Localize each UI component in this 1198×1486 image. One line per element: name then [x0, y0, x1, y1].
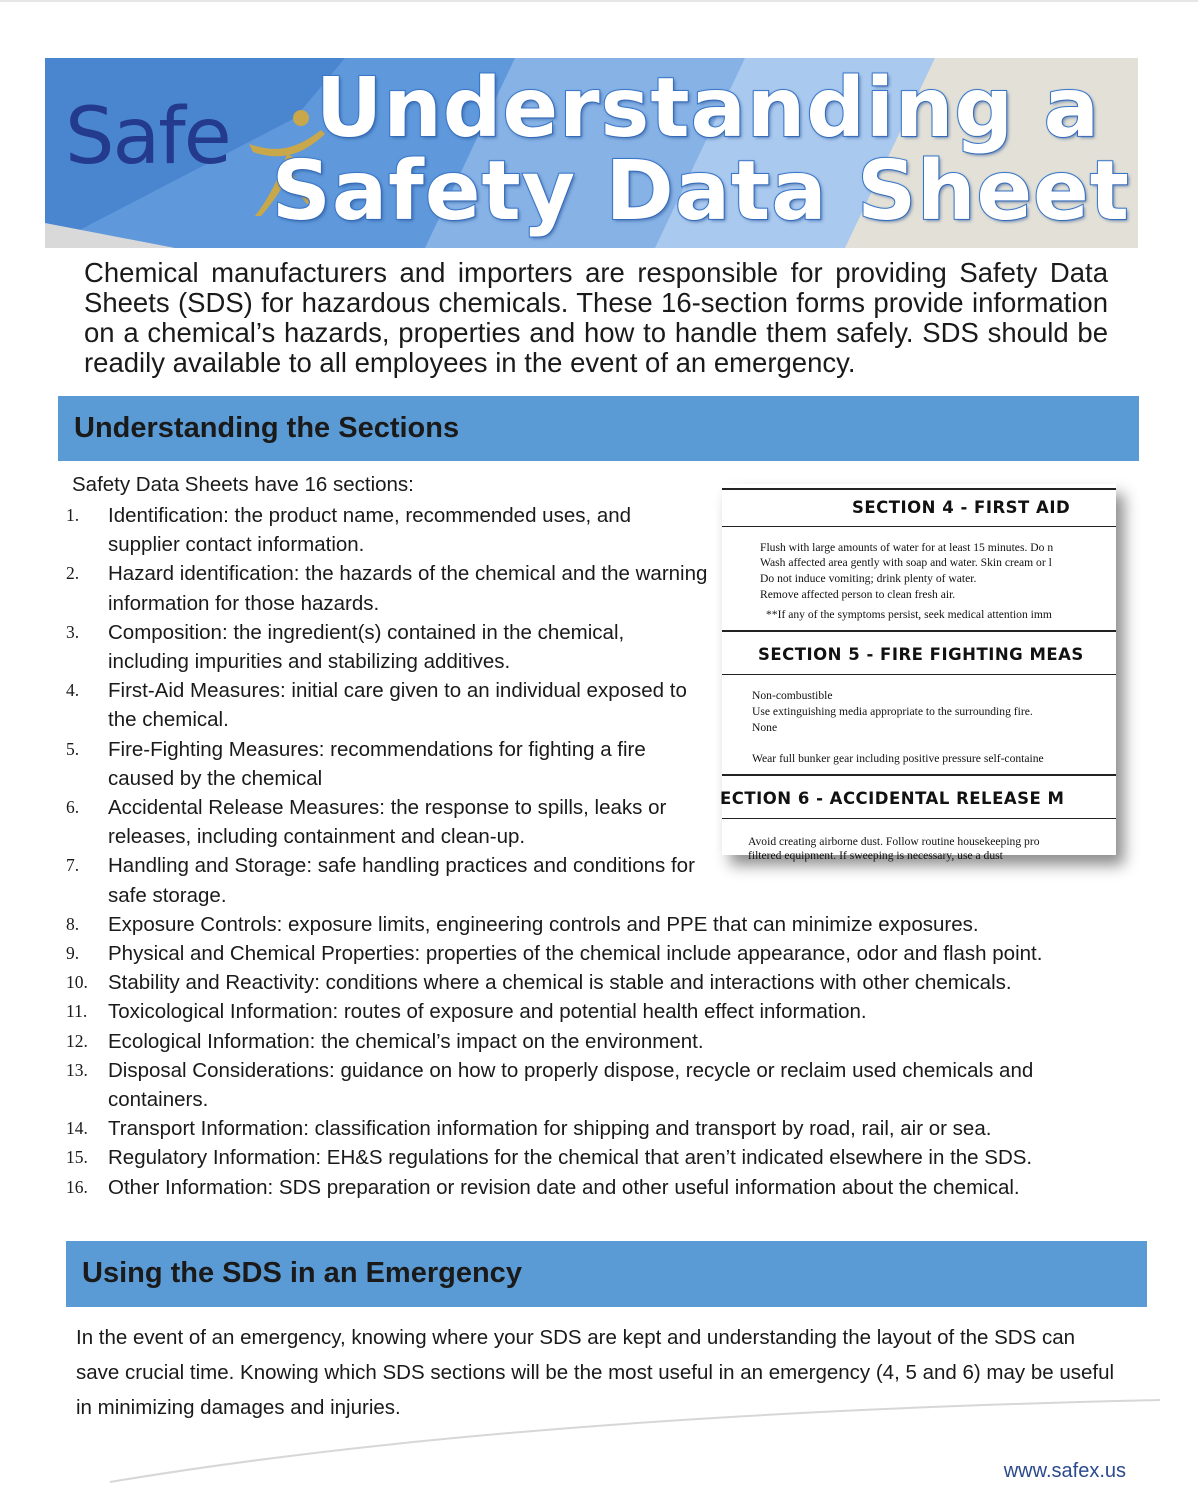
list-item: 7. Handling and Storage: safe handling practices and conditions for safe storage.	[66, 854, 695, 907]
list-item: 6. Accidental Release Measures: the response to spills, leaks or releases, including containment and clean-up.	[66, 796, 667, 849]
list-item: 9. Physical and Chemical Properties: properties of the chemical include appearance, odor and flash point.	[66, 942, 1043, 966]
logo-wordmark: Safe	[65, 92, 230, 182]
list-item: 1. Identification: the product name, recommended uses, and supplier contact information.	[66, 504, 632, 557]
sds-line: Wash affected area gently with soap and water. Skin cream or l	[760, 556, 1052, 569]
sds-line: Do not induce vomiting; drink plenty of water.	[760, 572, 977, 585]
page-title-line2: Safety Data Sheet	[271, 144, 1130, 239]
page-title-line1: Understanding a	[315, 61, 1100, 156]
emergency-heading-bar	[66, 1241, 1147, 1307]
sections-heading-bar	[58, 396, 1139, 461]
sds-sample-image	[720, 484, 1116, 862]
header-banner	[45, 58, 1138, 248]
list-item: 11. Toxicological Information: routes of exposure and potential health effect information.	[66, 1000, 867, 1024]
sds-line: filtered equipment. If sweeping is necessary, use a dust	[748, 849, 1003, 862]
list-item: 13. Disposal Considerations: guidance on how to properly dispose, recycle or reclaim used chemicals and containers.	[66, 1058, 1034, 1112]
sds-line: Wear full bunker gear including positive pressure self-containe	[752, 752, 1044, 765]
list-item: 8. Exposure Controls: exposure limits, engineering controls and PPE that can minimize exposures.	[66, 912, 979, 936]
sds-line: None	[752, 721, 778, 734]
sds-line: Non-combustible	[752, 689, 833, 702]
list-item: 4. First-Aid Measures: initial care given to an individual exposed to the chemical.	[66, 679, 687, 732]
sections-heading: Understanding the Sections	[74, 412, 460, 444]
sds-section4-heading: SECTION 4 - FIRST AID	[852, 498, 1071, 517]
list-item: 10. Stability and Reactivity: conditions where a chemical is stable and interactions with other chemicals.	[66, 971, 1012, 995]
list-item: 12. Ecological Information: the chemical’s impact on the environment.	[66, 1029, 704, 1053]
sds-rule	[722, 774, 1116, 776]
sds-line: **If any of the symptoms persist, seek medical attention imm	[766, 608, 1052, 621]
sds-line: Remove affected person to clean fresh air.	[760, 588, 956, 601]
sds-rule	[722, 526, 1116, 527]
list-item: 3. Composition: the ingredient(s) contained in the chemical, including impurities and stabilizing additives.	[66, 620, 625, 674]
emergency-paragraph: In the event of an emergency, knowing where your SDS are kept and understanding the layout of the SDS can save crucial time. Knowing which SDS sections will be the most useful in an emergency (4, 5 and 6) may be useful in minimizing damages and injuries.	[76, 1326, 1115, 1419]
sections-intro: Safety Data Sheets have 16 sections:	[72, 473, 414, 496]
footer-url: www.safex.us	[1003, 1460, 1126, 1482]
sds-line: Use extinguishing media appropriate to the surrounding fire.	[752, 705, 1033, 718]
sds-rule	[722, 488, 1116, 490]
top-rule	[0, 0, 1198, 2]
sds-section6-heading: ECTION 6 - ACCIDENTAL RELEASE M	[720, 789, 1065, 808]
list-item: 5. Fire-Fighting Measures: recommendations for fighting a fire caused by the chemical	[66, 737, 646, 790]
list-item: 15. Regulatory Information: EH&S regulations for the chemical that aren’t indicated elsewhere in the SDS.	[66, 1146, 1033, 1170]
sds-rule	[722, 674, 1116, 675]
sds-rule	[722, 630, 1116, 632]
emergency-heading: Using the SDS in an Emergency	[82, 1257, 522, 1289]
sds-section5-heading: SECTION 5 - FIRE FIGHTING MEAS	[758, 645, 1084, 664]
list-item: 2. Hazard identification: the hazards of the chemical and the warning information for those hazards.	[66, 562, 708, 615]
list-item: 16. Other Information: SDS preparation or revision date and other useful information about the chemical.	[66, 1175, 1020, 1199]
sds-line: Flush with large amounts of water for at least 15 minutes. Do n	[760, 541, 1054, 554]
sds-line: Avoid creating airborne dust. Follow routine housekeeping pro	[748, 835, 1040, 848]
list-item: 14. Transport Information: classification information for shipping and transport by road, rail, air or sea.	[66, 1117, 992, 1141]
sds-rule	[722, 818, 1116, 819]
intro-paragraph: Chemical manufacturers and importers are responsible for providing Safety Data Sheets (SDS) for hazardous chemicals. These 16-section forms provide information on a chemical’s hazards, properties and how to handle them safely. SDS should be readily available to all employees in the event of an emergency.	[84, 257, 1108, 378]
